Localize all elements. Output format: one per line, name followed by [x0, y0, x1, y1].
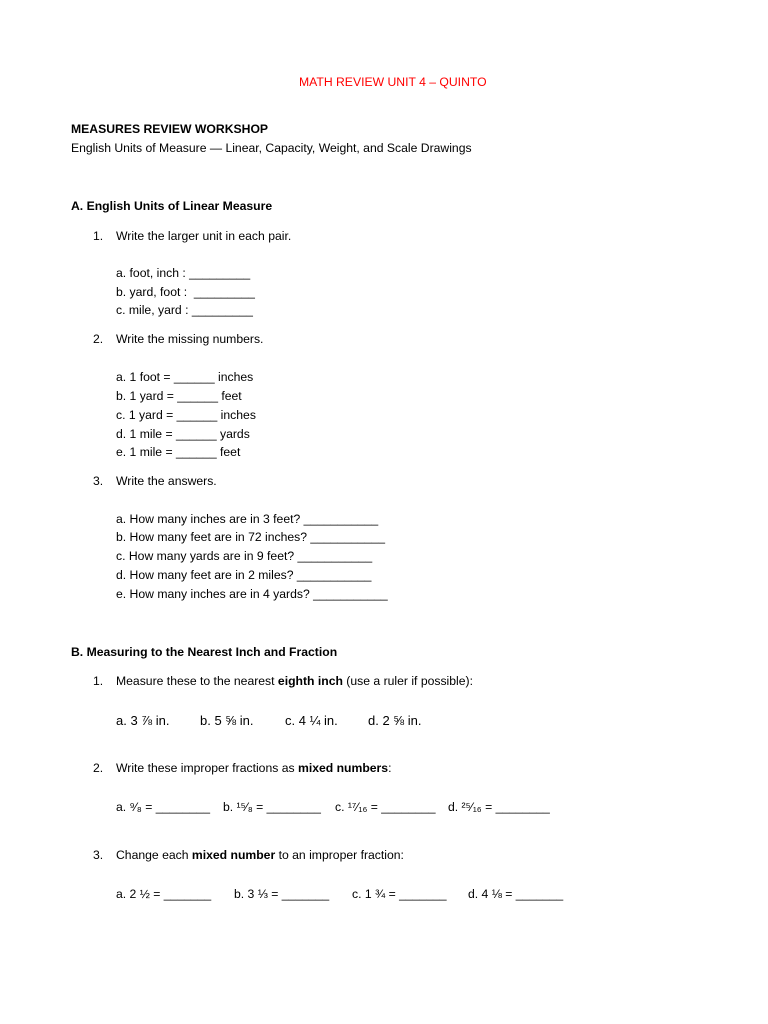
workshop-subtitle: English Units of Measure — Linear, Capacity, Weight, and Scale Drawings [71, 141, 472, 155]
answer-item: d. How many feet are in 2 miles? ___________ [116, 568, 372, 582]
answer-item: c. mile, yard : _________ [116, 303, 253, 317]
prompt-text: (use a ruler if possible): [342, 674, 473, 688]
prompt-text: : [388, 761, 392, 775]
answer-item: e. 1 mile = ______ feet [116, 445, 241, 459]
answer-item: c. ¹⁷⁄₁₆ = ________ [335, 800, 436, 814]
question-prompt [116, 848, 404, 863]
answer-item: c. 1 ¾ = _______ [352, 887, 447, 901]
prompt-text: Measure these to the nearest [116, 674, 278, 688]
page-title: MATH REVIEW UNIT 4 – QUINTO [299, 75, 487, 89]
section-a-heading: A. English Units of Linear Measure [71, 199, 273, 213]
answer-item: d. 4 ⅛ = _______ [468, 887, 564, 901]
answer-item: c. How many yards are in 9 feet? ___________ [116, 549, 373, 563]
question-number: 3. [93, 474, 104, 488]
answer-item: a. 3 ⅞ in. [116, 713, 170, 728]
prompt-emphasis: mixed numbers [297, 761, 389, 775]
answer-item: d. ²⁵⁄₁₆ = ________ [448, 800, 550, 814]
question-prompt [116, 674, 473, 689]
question-number: 1. [93, 674, 104, 688]
answer-item: b. 5 ⅝ in. [200, 713, 254, 728]
question-prompt: Write the missing numbers. [116, 332, 264, 346]
prompt-emphasis: mixed number [191, 848, 276, 862]
question-prompt [116, 761, 391, 776]
prompt-text: Write these improper fractions as [116, 761, 298, 775]
question-prompt: Write the larger unit in each pair. [116, 229, 292, 243]
answer-item: c. 1 yard = ______ inches [116, 408, 256, 422]
answer-item: a. foot, inch : _________ [116, 266, 251, 280]
answer-item: a. 1 foot = ______ inches [116, 370, 254, 384]
question-prompt: Write the answers. [116, 474, 217, 488]
question-number: 2. [93, 761, 104, 775]
prompt-emphasis: eighth inch [277, 674, 343, 688]
question-number: 3. [93, 848, 104, 862]
answer-item: b. How many feet are in 72 inches? ___________ [116, 530, 385, 544]
question-number: 2. [93, 332, 104, 346]
prompt-text: Change each [116, 848, 192, 862]
answer-item: b. yard, foot : _________ [116, 285, 255, 299]
answer-item: e. How many inches are in 4 yards? ___________ [116, 587, 388, 601]
answer-item: c. 4 ¼ in. [285, 713, 338, 728]
workshop-heading: MEASURES REVIEW WORKSHOP [71, 122, 269, 136]
answer-item: a. How many inches are in 3 feet? ___________ [116, 512, 379, 526]
answer-item: d. 1 mile = ______ yards [116, 427, 250, 441]
prompt-text: to an improper fraction: [275, 848, 404, 862]
answer-item: b. 3 ⅓ = _______ [234, 887, 330, 901]
answer-item: a. 2 ½ = _______ [116, 887, 212, 901]
answer-item: b. 1 yard = ______ feet [116, 389, 242, 403]
section-b-heading: B. Measuring to the Nearest Inch and Fraction [71, 645, 338, 659]
answer-item: b. ¹⁵⁄₈ = ________ [223, 800, 321, 814]
answer-item: a. ⁹⁄₈ = ________ [116, 800, 210, 814]
question-number: 1. [93, 229, 104, 243]
answer-item: d. 2 ⅝ in. [368, 713, 422, 728]
